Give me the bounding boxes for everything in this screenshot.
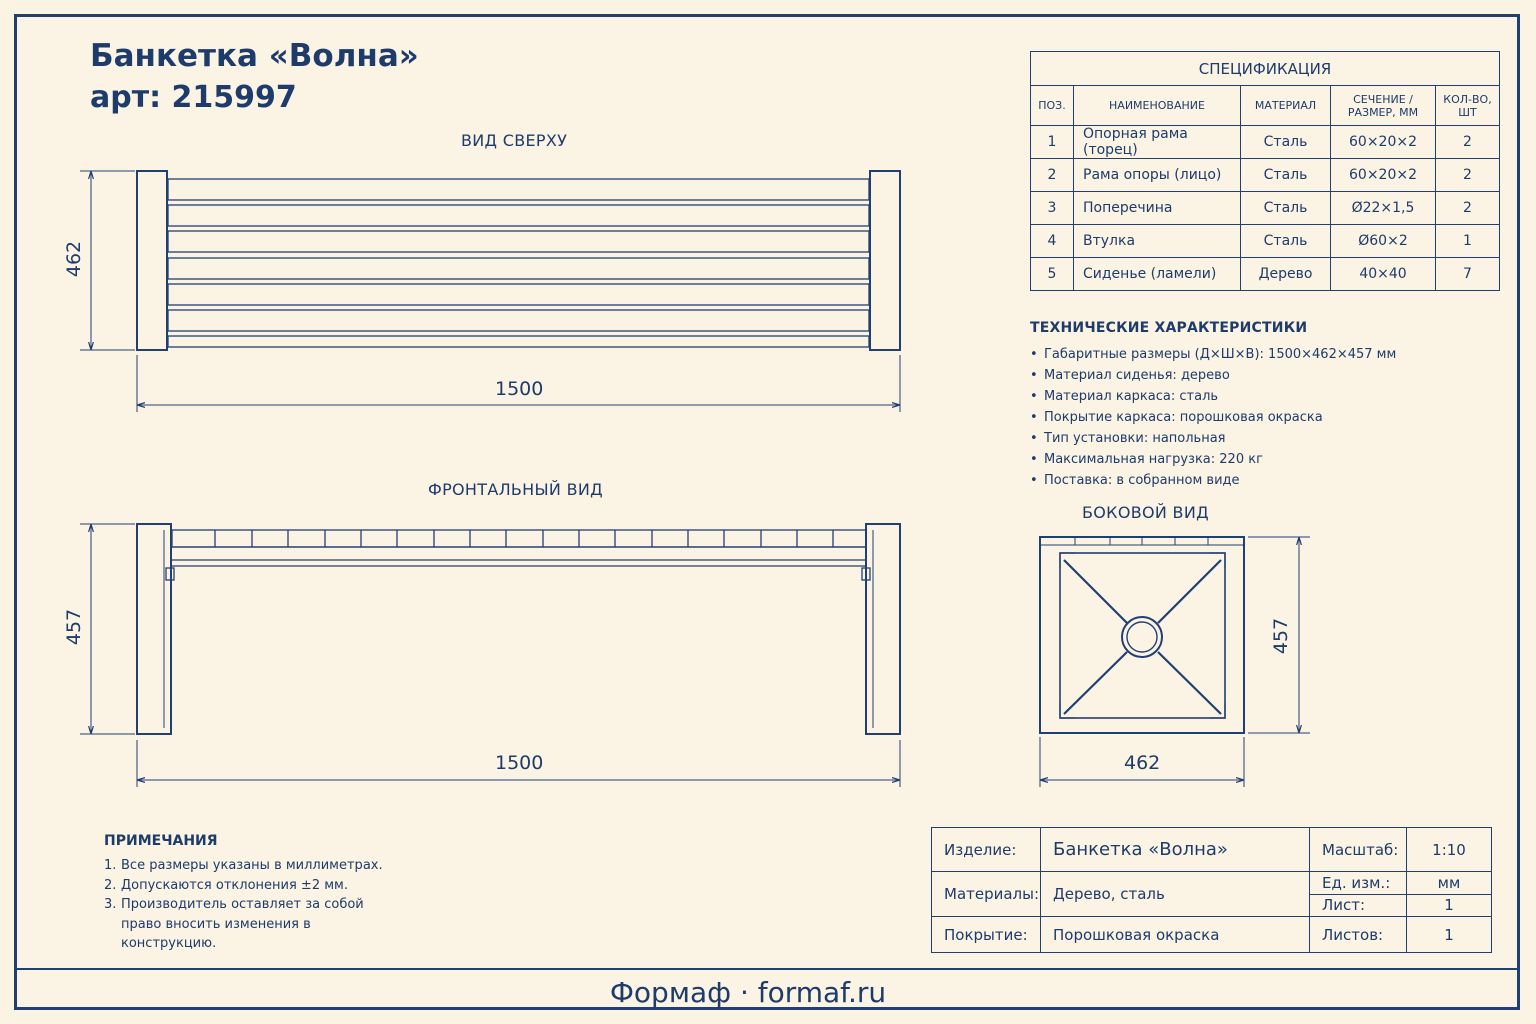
tech-list [1030,344,1396,491]
spec-header-section: СЕЧЕНИЕ / РАЗМЕР, ММ [1331,86,1436,126]
sheet-label: Лист: [1322,896,1366,914]
spec-cell: Сталь [1241,225,1331,258]
spec-cell: Сталь [1241,192,1331,225]
coating-value: Порошковая окраска [1041,917,1310,953]
spec-header-qty: КОЛ-ВО, ШТ [1436,86,1500,126]
drawing-title: Банкетка «Волна» [90,38,419,74]
spec-cell: Опорная рама (торец) [1074,126,1241,159]
spec-cell: 3 [1031,192,1074,225]
scale-label: Масштаб: [1310,828,1407,872]
spec-cell: 60×20×2 [1331,126,1436,159]
spec-cell: Дерево [1241,258,1331,291]
list-item: • Материал сиденья: дерево [1030,365,1396,386]
spec-cell: Втулка [1074,225,1241,258]
list-item [104,876,424,896]
title-block [931,827,1492,953]
table-row [1031,225,1500,258]
spec-header-name: НАИМЕНОВАНИЕ [1074,86,1241,126]
note-number: 3. [104,897,117,912]
list-item: • Максимальная нагрузка: 220 кг [1030,449,1396,470]
list-item: • Поставка: в собранном виде [1030,470,1396,491]
spec-cell: Ø22×1,5 [1331,192,1436,225]
spec-cell: Поперечина [1074,192,1241,225]
note-number: 2. [104,877,117,893]
spec-cell: 1 [1436,225,1500,258]
list-item: • Покрытие каркаса: порошковая окраска [1030,407,1396,428]
unit-value: мм [1407,872,1491,895]
front-view [80,524,900,787]
product-value: Банкетка «Волна» [1041,828,1310,872]
spec-cell: 4 [1031,225,1074,258]
spec-header-material: МАТЕРИАЛ [1241,86,1331,126]
list-item [104,856,424,876]
spec-cell: Сталь [1241,126,1331,159]
top-view [80,171,900,412]
spec-cell: 40×40 [1331,258,1436,291]
spec-cell: 2 [1436,126,1500,159]
front-height-dimension: 457 [63,608,86,646]
front-view-label: ФРОНТАЛЬНЫЙ ВИД [428,480,603,499]
materials-label: Материалы: [932,872,1041,917]
top-width-dimension: 1500 [495,378,544,400]
spec-cell: 2 [1436,192,1500,225]
note-text: Все размеры указаны в миллиметрах. [121,858,383,873]
spec-cell: 2 [1031,159,1074,192]
specification-table [1030,51,1500,291]
side-view-label: БОКОВОЙ ВИД [1082,503,1209,522]
spec-cell: Сталь [1241,159,1331,192]
side-depth-dimension: 462 [1124,752,1161,774]
spec-cell: 60×20×2 [1331,159,1436,192]
top-depth-dimension: 462 [63,240,86,278]
sheets-label: Листов: [1310,917,1407,953]
note-number: 1. [104,858,117,873]
list-item: • Габаритные размеры (Д×Ш×В): 1500×462×457 мм [1030,344,1396,365]
spec-cell: 7 [1436,258,1500,291]
spec-cell: Рама опоры (лицо) [1074,159,1241,192]
table-row [1031,126,1500,159]
side-view [1040,537,1310,787]
top-view-label: ВИД СВЕРХУ [461,131,568,150]
spec-caption: СПЕЦИФИКАЦИЯ [1031,52,1500,86]
product-label: Изделие: [932,828,1041,872]
side-height-dimension: 457 [1270,617,1293,655]
table-row [1031,258,1500,291]
spec-header-pos: ПОЗ. [1031,86,1074,126]
note-text: Допускаются отклонения ±2 мм. [121,877,348,893]
table-row [1031,192,1500,225]
spec-cell: Сиденье (ламели) [1074,258,1241,291]
article-number: арт: 215997 [90,80,297,115]
materials-value: Дерево, сталь [1041,872,1310,917]
front-width-dimension: 1500 [495,752,544,774]
sheets-value: 1 [1407,917,1492,953]
scale-value: 1:10 [1407,828,1492,872]
footer-brand: Формаф · formaf.ru [609,976,887,1009]
spec-cell: Ø60×2 [1331,225,1436,258]
list-item: • Материал каркаса: сталь [1030,386,1396,407]
notes-list [104,856,424,954]
spec-cell: 5 [1031,258,1074,291]
unit-sheet-labels [1310,872,1407,917]
tech-heading: ТЕХНИЧЕСКИЕ ХАРАКТЕРИСТИКИ [1030,320,1308,336]
unit-sheet-values [1407,872,1492,917]
table-row [1031,159,1500,192]
note-text: Производитель оставляет за собой право вносить изменения в конструкцию. [121,897,364,951]
sheet-value: 1 [1444,896,1454,914]
list-item [104,895,424,954]
coating-label: Покрытие: [932,917,1041,953]
notes-heading: ПРИМЕЧАНИЯ [104,833,218,849]
spec-cell: 2 [1436,159,1500,192]
list-item: • Тип установки: напольная [1030,428,1396,449]
spec-cell: 1 [1031,126,1074,159]
unit-label: Ед. изм.: [1310,872,1406,895]
